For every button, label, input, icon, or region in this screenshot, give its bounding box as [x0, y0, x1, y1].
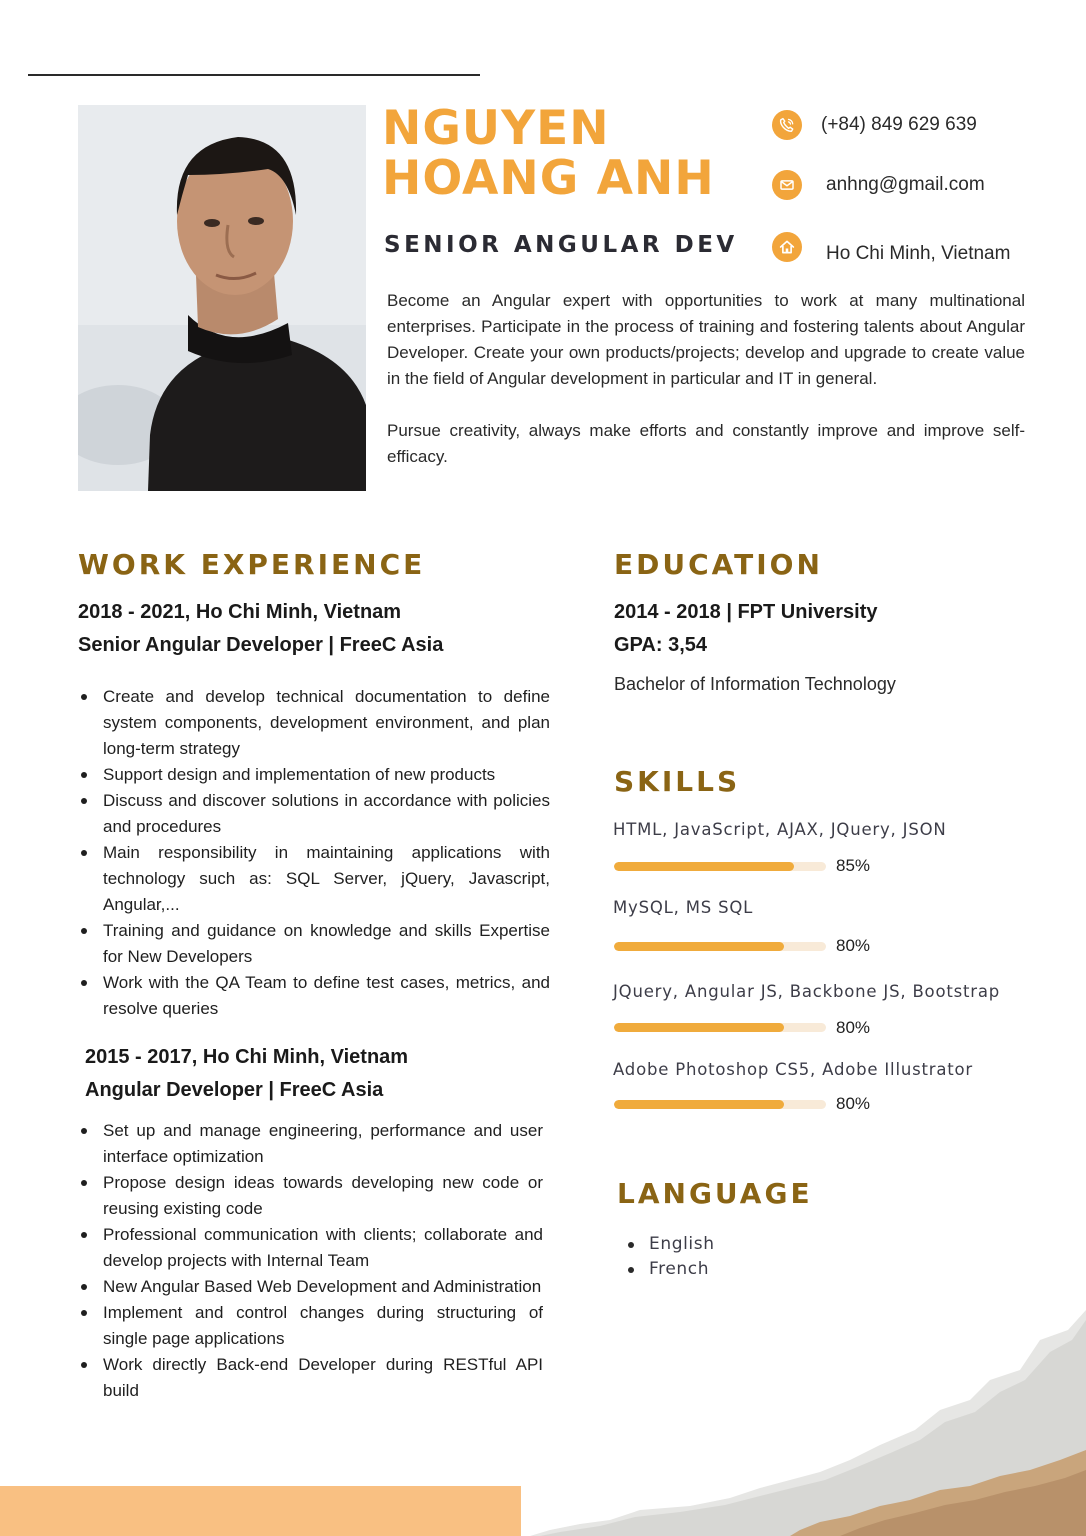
education-heading: EDUCATION: [614, 548, 823, 581]
list-item: English: [625, 1232, 715, 1257]
skill-name: MySQL, MS SQL: [613, 898, 754, 917]
location-text: Ho Chi Minh, Vietnam: [826, 243, 1011, 264]
summary-paragraph: Pursue creativity, always make efforts and constantly improve and improve self-efficacy.: [387, 421, 1025, 466]
job-role: SENIOR ANGULAR DEV: [384, 232, 738, 258]
skills-heading: SKILLS: [614, 765, 741, 798]
education-header: [614, 596, 878, 662]
list-item: Implement and control changes during structuring of single page applications: [78, 1300, 543, 1352]
job-period: 2018 - 2021, Ho Chi Minh, Vietnam: [78, 601, 402, 623]
skill-name: JQuery, Angular JS, Backbone JS, Bootstrap: [613, 982, 1001, 1001]
name-line-2: HOANG ANH: [382, 151, 715, 206]
skill-progress-fill: [614, 1100, 784, 1109]
list-item: Main responsibility in maintaining applications with technology such as: SQL Server, jQuery, Javascript, Angular,...: [78, 840, 550, 918]
phone-icon: [772, 110, 802, 140]
job-header: [78, 596, 443, 662]
skill-percent: 80%: [836, 936, 871, 955]
language-list: [625, 1232, 715, 1282]
skill-percent: 80%: [836, 1018, 871, 1037]
skill-progress-bar: [614, 942, 826, 951]
contact-email: [772, 170, 985, 200]
list-item: Work with the QA Team to define test cases, metrics, and resolve queries: [78, 970, 550, 1022]
list-item: Create and develop technical documentation to define system components, development environment, and plan long-term strategy: [78, 684, 550, 762]
list-item: Set up and manage engineering, performance and user interface optimization: [78, 1118, 543, 1170]
profile-summary: [387, 288, 1025, 470]
education-gpa: GPA: 3,54: [614, 634, 707, 656]
home-icon: [772, 232, 802, 262]
job-title: Senior Angular Developer | FreeC Asia: [78, 634, 444, 656]
bottom-accent-bar: [0, 1486, 521, 1536]
skill-name: Adobe Photoshop CS5, Adobe Illustrator: [613, 1060, 973, 1079]
list-item: Propose design ideas towards developing new code or reusing existing code: [78, 1170, 543, 1222]
list-item: Support design and implementation of new products: [78, 762, 550, 788]
torn-paper-decoration: [520, 1300, 1086, 1536]
top-divider: [28, 74, 480, 76]
skill-progress-fill: [614, 1023, 784, 1032]
skill-progress-bar: [614, 1100, 826, 1109]
list-item: Training and guidance on knowledge and skills Expertise for New Developers: [78, 918, 550, 970]
list-item: Discuss and discover solutions in accordance with policies and procedures: [78, 788, 550, 840]
name-line-1: NGUYEN: [382, 101, 610, 156]
skill-progress-fill: [614, 862, 794, 871]
job-period: 2015 - 2017, Ho Chi Minh, Vietnam: [85, 1046, 409, 1068]
skill-percent: 80%: [836, 1094, 871, 1113]
job-header: [85, 1041, 408, 1107]
skill-progress-bar: [614, 1023, 826, 1032]
contact-phone: [772, 110, 977, 140]
language-heading: LANGUAGE: [617, 1177, 813, 1210]
email-address[interactable]: anhng@gmail.com: [826, 174, 985, 195]
list-item: French: [625, 1257, 715, 1282]
list-item: Work directly Back-end Developer during RESTful API build: [78, 1352, 543, 1404]
phone-number[interactable]: (+84) 849 629 639: [821, 114, 977, 135]
job-title: Angular Developer | FreeC Asia: [85, 1079, 384, 1101]
skill-progress-fill: [614, 942, 784, 951]
education-degree: Bachelor of Information Technology: [614, 674, 896, 694]
education-school: 2014 - 2018 | FPT University: [614, 601, 878, 623]
work-experience-heading: WORK EXPERIENCE: [78, 548, 426, 581]
summary-paragraph: Become an Angular expert with opportunities to work at many multinational enterprises. Participate in the process of training and fostering talents about Angular Developer. Create your own products/projects; develop and upgrade to create value in the field of Angular development in particular and IT in general.: [387, 291, 1025, 388]
skill-name: HTML, JavaScript, AJAX, JQuery, JSON: [613, 820, 947, 839]
mail-icon: [772, 170, 802, 200]
skill-progress-bar: [614, 862, 826, 871]
profile-photo: [78, 105, 366, 491]
job-responsibilities: [78, 1118, 543, 1404]
candidate-name: [382, 101, 715, 206]
list-item: New Angular Based Web Development and Administration: [78, 1274, 543, 1300]
contact-location: [772, 232, 1010, 262]
skill-percent: 85%: [836, 856, 871, 875]
list-item: Professional communication with clients; collaborate and develop projects with Internal Team: [78, 1222, 543, 1274]
job-responsibilities: [78, 684, 550, 1022]
